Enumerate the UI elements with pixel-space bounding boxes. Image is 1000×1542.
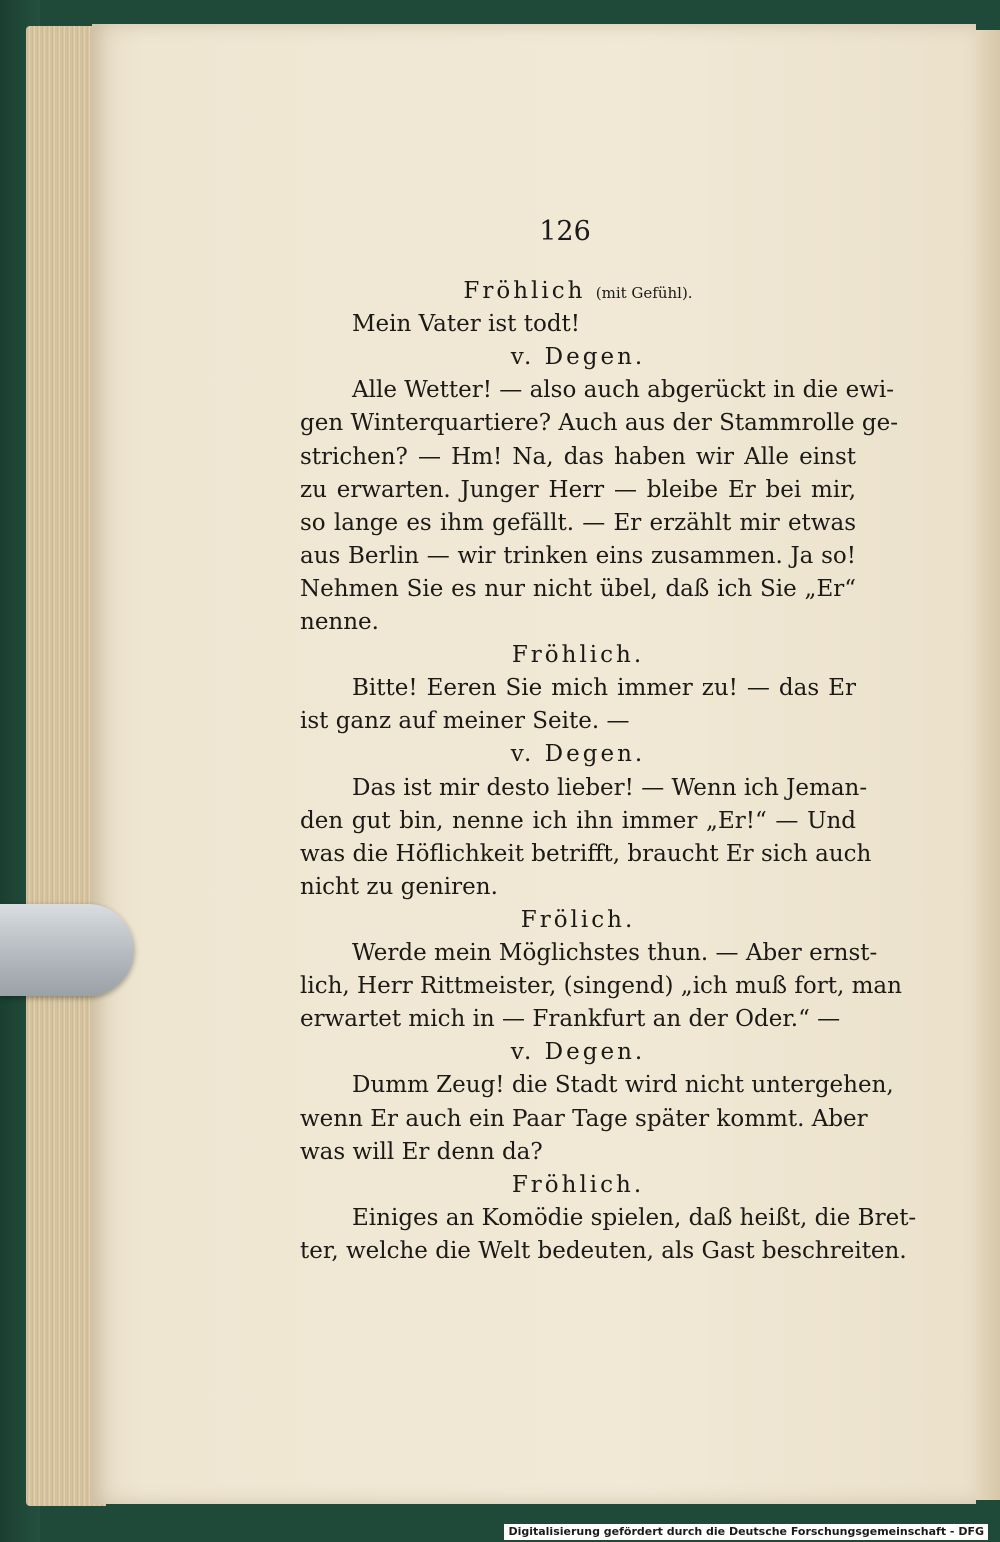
text-line: strichen? — Hm! Na, das haben wir Alle einst	[300, 444, 856, 470]
text-line: zu erwarten. Junger Herr — bleibe Er bei mir,	[300, 477, 856, 503]
text-line: nenne.	[300, 609, 379, 635]
text-line: Bitte! Eeren Sie mich immer zu! — das Er	[352, 675, 856, 701]
speaker-name	[300, 905, 856, 935]
speaker-label: Fröhlich	[463, 278, 586, 304]
text-line: lich, Herr Rittmeister, (singend) „ich muß fort, man	[300, 973, 902, 999]
text-line: ist ganz auf meiner Seite. —	[300, 708, 630, 734]
speaker-name	[300, 1037, 856, 1067]
text-line: den gut bin, nenne ich ihn immer „Er!“ — Und	[300, 808, 856, 834]
text-line: Dumm Zeug! die Stadt wird nicht untergehen,	[352, 1072, 894, 1098]
text-line: gen Winterquartiere? Auch aus der Stammrolle ge-	[300, 410, 899, 436]
speaker-label: Fröhlich.	[511, 1172, 645, 1198]
speaker-name	[300, 342, 856, 372]
text-line: Werde mein Möglichstes thun. — Aber ernst-	[352, 940, 878, 966]
speaker-label: v. Degen.	[510, 344, 646, 370]
page-clip-tab	[0, 904, 134, 996]
page-number: 126	[539, 216, 591, 247]
text-line: aus Berlin — wir trinken eins zusammen. Ja so!	[300, 543, 856, 569]
speaker-label: v. Degen.	[510, 1039, 646, 1065]
text-line: nicht zu geniren.	[300, 874, 498, 900]
text-line: Nehmen Sie es nur nicht übel, daß ich Sie „Er“	[300, 576, 856, 602]
speaker-label: v. Degen.	[510, 741, 646, 767]
text-line: was will Er denn da?	[300, 1139, 543, 1165]
text-line: erwartet mich in — Frankfurt an der Oder.“ —	[300, 1006, 841, 1032]
text-line: Einiges an Komödie spielen, daß heißt, die Bret-	[352, 1205, 917, 1231]
speaker-name	[300, 276, 856, 306]
speaker-name	[300, 1170, 856, 1200]
text-line: wenn Er auch ein Paar Tage später kommt. Aber	[300, 1106, 868, 1132]
text-line: Mein Vater ist todt!	[352, 311, 581, 337]
speaker-name	[300, 739, 856, 769]
speaker-name	[300, 640, 856, 670]
text-line: ter, welche die Welt bedeuten, als Gast beschreiten.	[300, 1238, 907, 1264]
speaker-label: Frölich.	[520, 907, 636, 933]
stage-direction: (mit Gefühl).	[595, 284, 693, 302]
text-line: so lange es ihm gefällt. — Er erzählt mir etwas	[300, 510, 856, 536]
speaker-label: Fröhlich.	[511, 642, 645, 668]
text-line: Alle Wetter! — also auch abgerückt in die ewi-	[352, 377, 894, 403]
text-line: Das ist mir desto lieber! — Wenn ich Jeman-	[352, 775, 868, 801]
funding-footer: Digitalisierung gefördert durch die Deutsche Forschungsgemeinschaft - DFG	[504, 1524, 988, 1540]
text-line: was die Höflichkeit betrifft, braucht Er sich auch	[300, 841, 872, 867]
